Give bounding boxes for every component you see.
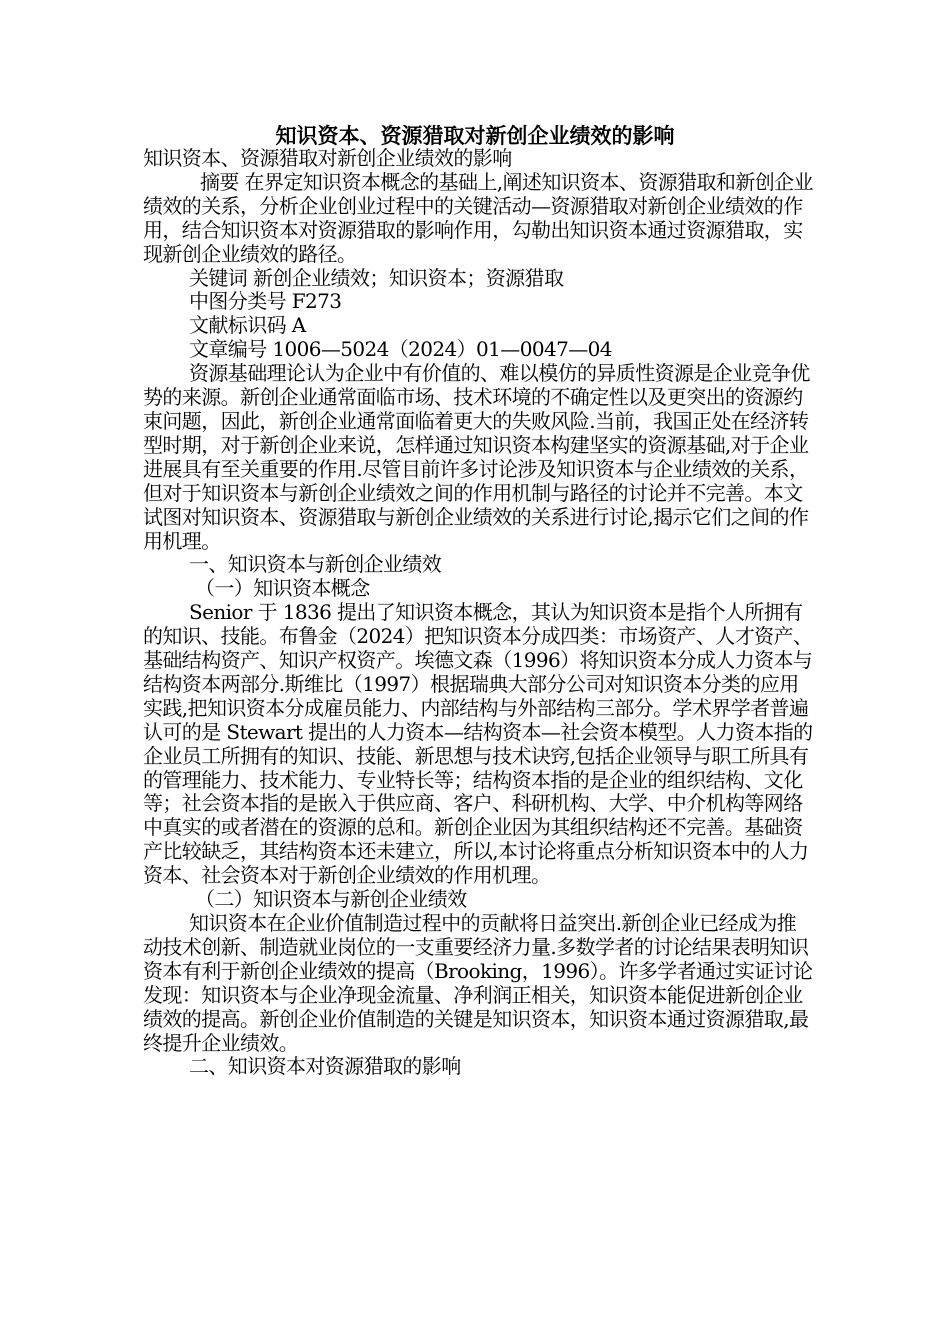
subsection-heading-1-1: （一）知识资本概念 bbox=[195, 576, 370, 601]
section-heading-1: 一、知识资本与新创企业绩效 bbox=[189, 552, 442, 577]
document-title: 知识资本、资源猎取对新创企业绩效的影响 bbox=[275, 123, 675, 148]
classification-line: 中图分类号 F273 bbox=[189, 289, 342, 314]
abstract-paragraph: 摘要 在界定知识资本概念的基础上,阐述知识资本、资源猎取和新创企业绩效的关系，分析企业创业过程中的关键活动—资源猎取对新创企业绩效的作用，结合知识资本对资源猎取的影响作用，勾勒出知识资本通过资源猎取，实现新创企业绩效的路径。 bbox=[143, 169, 813, 266]
keywords-line: 关键词 新创企业绩效；知识资本；资源猎取 bbox=[189, 265, 564, 290]
document-code-line: 文献标识码 A bbox=[189, 313, 306, 338]
document-subtitle: 知识资本、资源猎取对新创企业绩效的影响 bbox=[143, 146, 512, 170]
article-number-line: 文章编号 1006—5024（2024）01—0047—04 bbox=[189, 337, 612, 362]
document-body bbox=[143, 147, 813, 1079]
paragraph-knowledge-capital-performance: 知识资本在企业价值制造过程中的贡献将日益突出.新创企业已经成为推动技术创新、制造就业岗位的一支重要经济力量.多数学者的讨论结果表明知识资本有利于新创企业绩效的提高（Brooking，1996）。许多学者通过实证讨论发现：知识资本与企业净现金流量、净利润正相关，知识资本能促进新创企业绩效的提高。新创企业价值制造的关键是知识资本，知识资本通过资源猎取,最终提升企业绩效。 bbox=[143, 911, 813, 1055]
subsection-heading-1-2: （二）知识资本与新创企业绩效 bbox=[195, 887, 467, 912]
intro-paragraph: 资源基础理论认为企业中有价值的、难以模仿的异质性资源是企业竞争优势的来源。新创企业通常面临市场、技术环境的不确定性以及更突出的资源约束问题，因此，新创企业通常面临着更大的失败风险.当前，我国正处在经济转型时期，对于新创企业来说，怎样通过知识资本构建坚实的资源基础,对于企业进展具有至关重要的作用.尽管目前许多讨论涉及知识资本与企业绩效的关系，但对于知识资本与新创企业绩效之间的作用机制与路径的讨论并不完善。本文试图对知识资本、资源猎取与新创企业绩效的关系进行讨论,揭示它们之间的作用机理。 bbox=[143, 361, 810, 553]
paragraph-knowledge-capital-concept: Senior 于 1836 提出了知识资本概念，其认为知识资本是指个人所拥有的知识、技能。布鲁金（2024）把知识资本分成四类：市场资产、人才资产、基础结构资产、知识产权资产。埃德文森（1996）将知识资本分成人力资本与结构资本两部分.斯维比（1997）根据瑞典大部分公司对知识资本分类的应用实践,把知识资本分成雇员能力、内部结构与外部结构三部分。学术界学者普遍认可的是 Stewart 提出的人力资本—结构资本—社会资本模型。人力资本指的企业员工所拥有的知识、技能、新思想与技术诀窍,包括企业领导与职工所具有的管理能力、技术能力、专业特长等；结构资本指的是企业的组织结构、文化等；社会资本指的是嵌入于供应商、客户、科研机构、大学、中介机构等网络中真实的或者潜在的资源的总和。新创企业因为其组织结构还不完善。基础资产比较缺乏，其结构资本还未建立，所以,本讨论将重点分析知识资本中的人力资本、社会资本对于新创企业绩效的作用机理。 bbox=[143, 600, 813, 888]
section-heading-2: 二、知识资本对资源猎取的影响 bbox=[189, 1054, 461, 1079]
